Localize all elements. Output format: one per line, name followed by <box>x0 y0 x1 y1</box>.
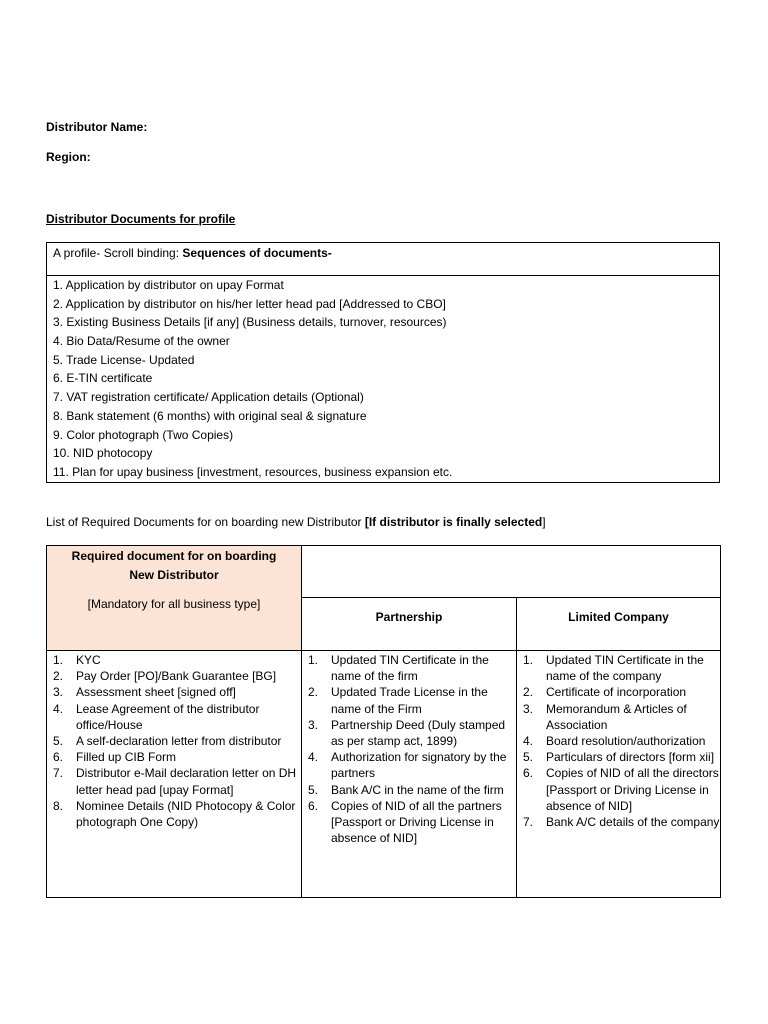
required-documents-header <box>47 546 301 651</box>
profile-document-item: 8. Bank statement (6 months) with original seal & signature <box>53 408 367 423</box>
profile-box-intro: A profile- Scroll binding: <box>53 246 183 260</box>
profile-document-item: 3. Existing Business Details [if any] (Business details, turnover, resources) <box>53 315 447 330</box>
mandatory-documents-list <box>47 652 301 830</box>
mandatory-document-item <box>47 765 301 797</box>
table-divider <box>47 650 720 651</box>
profile-document-item: 9. Color photograph (Two Copies) <box>53 427 234 442</box>
profile-document-item: 10. NID photocopy <box>53 446 153 461</box>
item-text: KYC <box>76 653 101 667</box>
item-text: Particulars of directors [form xii] <box>546 750 715 765</box>
profile-documents-box <box>46 242 720 483</box>
item-text: Updated Trade License in the name of the Firm <box>331 685 488 716</box>
limited-company-document-item <box>517 733 720 749</box>
limited-company-documents-cell <box>517 652 720 830</box>
distributor-name-label: Distributor Name: <box>46 120 148 134</box>
profile-document-item: 2. Application by distributor on his/her letter head pad [Addressed to CBO] <box>53 296 446 311</box>
mandatory-document-item <box>47 733 301 749</box>
item-text: Partnership Deed (Duly stamped as per stamp act, 1899) <box>331 717 506 749</box>
limited-company-document-item <box>517 749 720 765</box>
item-number: 1. <box>308 653 319 667</box>
profile-document-item: 6. E-TIN certificate <box>53 371 153 386</box>
profile-document-item: 7. VAT registration certificate/ Application details (Optional) <box>53 390 364 405</box>
partnership-documents-list <box>302 652 516 846</box>
limited-company-document-item <box>517 684 720 700</box>
item-number: 2. <box>523 685 534 700</box>
mandatory-document-item <box>47 749 301 765</box>
item-number: 6. <box>53 750 64 765</box>
item-number: 5. <box>53 734 64 749</box>
item-text: Assessment sheet [signed off] <box>76 685 236 700</box>
limited-company-document-item <box>517 814 720 830</box>
item-number: 3. <box>308 717 319 732</box>
mandatory-document-item <box>47 684 301 700</box>
item-text: Memorandum & Articles of Association <box>546 701 687 732</box>
item-number: 7. <box>523 815 534 830</box>
onboarding-intro-text: List of Required Documents for on boarding new Distributor <box>46 515 365 529</box>
onboarding-intro-bold: [If distributor is finally selected <box>364 515 543 529</box>
item-text: Updated TIN Certificate in the name of the firm <box>331 653 489 684</box>
item-number: 4. <box>308 750 319 765</box>
region-label: Region: <box>46 150 91 164</box>
item-number: 6. <box>523 766 534 781</box>
limited-company-document-item <box>517 652 720 684</box>
item-text: Lease Agreement of the distributor office/House <box>76 701 260 732</box>
partnership-document-item <box>302 782 516 798</box>
item-text: Updated TIN Certificate in the name of the company <box>546 653 704 684</box>
partnership-document-item <box>302 684 516 716</box>
profile-document-list <box>53 276 713 482</box>
profile-section-title: Distributor Documents for profile <box>46 212 236 226</box>
item-text: Pay Order [PO]/Bank Guarantee [BG] <box>76 669 277 684</box>
item-text: Distributor e-Mail declaration letter on DH letter head pad [upay Format] <box>76 766 297 797</box>
onboarding-intro <box>46 514 546 530</box>
item-number: 6. <box>308 798 319 813</box>
required-header-line2: New Distributor <box>129 568 219 582</box>
mandatory-document-item <box>47 652 301 668</box>
profile-document-item: 11. Plan for upay business [investment, resources, business expansion etc. <box>53 464 453 479</box>
mandatory-document-item <box>47 701 301 733</box>
item-number: 2. <box>308 685 319 700</box>
onboarding-documents-table <box>46 545 721 898</box>
partnership-document-item <box>302 749 516 781</box>
partnership-document-item <box>302 798 516 847</box>
item-number: 5. <box>523 750 534 765</box>
item-number: 8. <box>53 798 64 813</box>
table-divider <box>301 597 720 598</box>
item-text: A self-declaration letter from distributor <box>76 734 282 749</box>
item-text: Authorization for signatory by the partners <box>331 750 507 781</box>
required-header-line1: Required document for on boarding <box>71 549 277 563</box>
item-text: Bank A/C details of the company <box>546 815 720 830</box>
partnership-column-header: Partnership <box>375 610 443 624</box>
profile-document-item: 4. Bio Data/Resume of the owner <box>53 334 230 349</box>
partnership-documents-cell <box>302 652 516 846</box>
limited-company-document-item <box>517 701 720 733</box>
partnership-document-item <box>302 652 516 684</box>
item-text: Copies of NID of all the directors [Passport or Driving License in absence of NID] <box>546 766 719 813</box>
mandatory-documents-cell <box>47 652 301 830</box>
item-number: 1. <box>53 653 64 667</box>
item-text: Bank A/C in the name of the firm <box>331 782 504 797</box>
profile-document-item: 1. Application by distributor on upay Format <box>53 278 284 292</box>
limited-company-documents-list <box>517 652 720 830</box>
limited-company-column-header: Limited Company <box>568 610 669 624</box>
item-number: 1. <box>523 653 534 667</box>
item-text: Nominee Details (NID Photocopy & Color photograph One Copy) <box>76 798 296 830</box>
item-number: 3. <box>53 685 64 700</box>
item-number: 4. <box>53 701 64 716</box>
limited-company-document-item <box>517 765 720 814</box>
item-number: 3. <box>523 701 534 716</box>
profile-box-intro-bold: Sequences of documents- <box>182 246 332 260</box>
item-number: 4. <box>523 734 534 749</box>
item-text: Filled up CIB Form <box>76 750 177 765</box>
item-number: 5. <box>308 782 319 797</box>
onboarding-intro-end: ] <box>542 515 546 529</box>
profile-document-item: 5. Trade License- Updated <box>53 352 195 367</box>
required-header-subtitle: [Mandatory for all business type] <box>87 597 261 611</box>
item-number: 2. <box>53 669 64 684</box>
item-number: 7. <box>53 766 64 781</box>
mandatory-document-item <box>47 798 301 830</box>
item-text: Certificate of incorporation <box>546 685 687 700</box>
item-text: Copies of NID of all the partners [Passport or Driving License in absence of NID] <box>331 798 502 846</box>
item-text: Board resolution/authorization <box>546 734 706 749</box>
profile-box-header <box>47 243 719 276</box>
partnership-document-item <box>302 717 516 749</box>
mandatory-document-item <box>47 668 301 684</box>
